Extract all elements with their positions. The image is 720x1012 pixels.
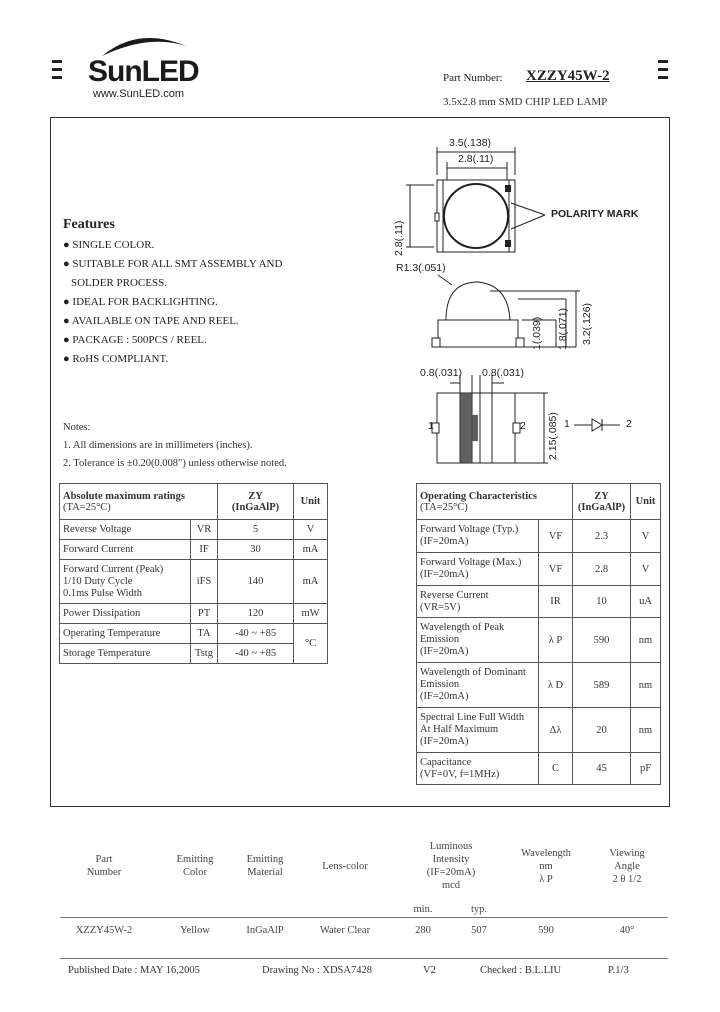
bt-row-part-number: XZZY45W-2 — [75, 925, 133, 936]
symbol-pin2-label: 2 — [626, 418, 632, 430]
bt-header-line: Intensity — [432, 854, 470, 865]
cell-unit: °C — [294, 624, 328, 664]
footer-drawing: Drawing No : XDSA7428 — [262, 965, 372, 976]
cell-value: 140 — [218, 560, 294, 604]
op-title-line2: (TA=25°C) — [420, 501, 468, 513]
cell-value: -40 ~ +85 — [218, 624, 294, 644]
op-col-unit: Unit — [631, 484, 661, 520]
cell-sym: IR — [539, 586, 573, 618]
feature-text: IDEAL FOR BACKLIGHTING. — [72, 296, 218, 308]
cell-param — [417, 618, 539, 663]
bt-row-wavelength: 590 — [538, 925, 554, 936]
abs-title-line1: Absolute maximum ratings — [63, 490, 185, 502]
abs-col-zy-label: ZY — [248, 490, 263, 502]
bt-header-viewing — [596, 847, 658, 886]
table-row — [60, 604, 328, 624]
abs-col-zy — [218, 484, 294, 520]
feature-item: ● SUITABLE FOR ALL SMT ASSEMBLY AND — [63, 258, 283, 270]
bt-divider — [60, 917, 668, 918]
table-row — [60, 520, 328, 540]
cell-unit: mA — [294, 560, 328, 604]
footer-page: P.1/3 — [608, 965, 629, 976]
cell-line: Wavelength of Peak — [420, 622, 505, 633]
cell-sym: TA — [191, 624, 218, 644]
cell-line: Emission — [420, 679, 460, 690]
bt-header-line: Part — [95, 854, 113, 865]
cell-sym: iFS — [191, 560, 218, 604]
bt-header-line: Luminous — [429, 841, 473, 852]
table-row — [417, 553, 661, 586]
cell-line: (VF=0V, f=1MHz) — [420, 768, 500, 780]
header-left-bars — [52, 60, 62, 84]
cell-line: Emission — [420, 634, 460, 645]
bt-header-line: (IF=20mA) — [426, 867, 476, 878]
pin1-label: 1 — [428, 420, 434, 432]
cell-line: (IF=20mA) — [420, 736, 469, 747]
polarity-mark-top-icon — [505, 185, 511, 192]
cell-param: Power Dissipation — [60, 604, 191, 624]
bt-header-line: Viewing — [609, 848, 645, 859]
bt-header-line: λ P — [539, 874, 553, 885]
cell-line: Forward Voltage (Max.) — [420, 557, 522, 568]
part-number-label: Part Number: — [443, 72, 503, 84]
cell-value: 5 — [218, 520, 294, 540]
cell-unit: V — [294, 520, 328, 540]
feature-item: ● AVAILABLE ON TAPE AND REEL. — [63, 315, 239, 327]
bt-header-emitting-material — [235, 853, 295, 879]
cell-line: Reverse Current — [420, 589, 489, 601]
feature-item: ● SINGLE COLOR. — [63, 239, 155, 251]
op-col-zy-sub: (InGaAlP) — [577, 501, 626, 513]
op-table-title — [417, 484, 573, 520]
bt-header-line: Angle — [614, 861, 640, 872]
dim-height-label: 2.8(.11) — [393, 220, 405, 256]
feature-item — [63, 274, 282, 293]
cell-param: Forward Current — [60, 540, 191, 560]
footer-published: Published Date : MAY 16,2005 — [68, 965, 200, 976]
subtitle: 3.5x2.8 mm SMD CHIP LED LAMP — [443, 96, 608, 108]
table-row — [417, 586, 661, 618]
cell-line: (IF=20mA) — [420, 569, 469, 580]
features-list — [63, 236, 282, 369]
feature-text: RoHS COMPLIANT. — [72, 353, 169, 365]
bt-header-wavelength — [510, 847, 582, 886]
abs-max-table — [59, 483, 328, 664]
polarity-mark-bottom-icon — [505, 240, 511, 247]
bt-header-line: Color — [183, 867, 207, 878]
cell-value: 2.8 — [573, 553, 631, 586]
feature-text: SUITABLE FOR ALL SMT ASSEMBLY AND — [72, 258, 283, 270]
pad-right-label: 0.8(.031) — [482, 367, 525, 379]
bt-sub-min: min. — [413, 904, 433, 915]
cell-sym: Δλ — [539, 708, 573, 753]
feature-item: ● RoHS COMPLIANT. — [63, 353, 169, 365]
cell-line: Spectral Line Full Width — [420, 712, 525, 723]
abs-col-zy-sub: (InGaAlP) — [231, 501, 280, 513]
header-right-bars — [658, 60, 668, 84]
pad-height-label: 2.15(.085) — [547, 412, 559, 460]
cell-sym: C — [539, 753, 573, 785]
cell-line: Wavelength of Dominant — [420, 667, 526, 678]
bt-header-line: Emitting — [246, 854, 284, 865]
cell-value: 10 — [573, 586, 631, 618]
cell-param — [417, 553, 539, 586]
table-row — [417, 753, 661, 785]
cell-value: 590 — [573, 618, 631, 663]
cell-sym: VF — [539, 520, 573, 553]
table-row — [60, 540, 328, 560]
op-col-zy-label: ZY — [594, 490, 609, 502]
cell-line: (VR=5V) — [420, 601, 461, 613]
cell-value: 2.3 — [573, 520, 631, 553]
cell-value: 20 — [573, 708, 631, 753]
cell-param — [417, 663, 539, 708]
radius-label: R1.3(.051) — [396, 262, 446, 274]
feature-text: SINGLE COLOR. — [72, 239, 155, 251]
dim-3-2-label: 3.2(.126) — [581, 302, 593, 345]
cell-line: (IF=20mA) — [420, 536, 469, 547]
table-row — [417, 663, 661, 708]
cell-line: (IF=20mA) — [420, 691, 469, 702]
bt-row-lens: Water Clear — [319, 925, 371, 936]
feature-text: AVAILABLE ON TAPE AND REEL. — [71, 315, 239, 327]
dim-1-8-label: 1.8(.071) — [557, 307, 569, 350]
part-number-value: XZZY45W-2 — [526, 68, 610, 84]
table-row — [417, 618, 661, 663]
table-row — [417, 520, 661, 553]
polarity-mark-label: POLARITY MARK — [551, 208, 639, 220]
cell-line: At Half Maximum — [420, 724, 499, 735]
table-row — [60, 644, 328, 664]
feature-item: ● PACKAGE : 500PCS / REEL. — [63, 334, 207, 346]
cell-sym: VF — [539, 553, 573, 586]
bt-row-color: Yellow — [180, 925, 210, 936]
bt-header-line: Material — [247, 867, 283, 878]
cell-param: Storage Temperature — [60, 644, 191, 664]
abs-title-line2: (TA=25°C) — [63, 501, 111, 513]
bt-row-angle: 40° — [619, 925, 635, 936]
op-title-line1: Operating Characteristics — [420, 490, 537, 502]
cell-unit: V — [631, 553, 661, 586]
bt-header-line: Wavelength — [521, 848, 571, 859]
feature-text: PACKAGE : 500PCS / REEL. — [72, 334, 207, 346]
table-row — [60, 624, 328, 644]
cell-unit: mW — [294, 604, 328, 624]
pin2-label: 2 — [520, 420, 526, 432]
note-item: 1. All dimensions are in millimeters (inches). — [63, 440, 253, 451]
footer-checked: Checked : B.L.LIU — [480, 965, 562, 976]
table-row — [417, 708, 661, 753]
logo-text: SunLED — [88, 55, 199, 88]
cell-value: 589 — [573, 663, 631, 708]
footer-version: V2 — [423, 965, 436, 976]
cell-param — [417, 586, 539, 618]
cell-value: 30 — [218, 540, 294, 560]
bt-header-lens-color: Lens-color — [322, 861, 368, 872]
cell-param — [417, 708, 539, 753]
cell-unit: nm — [631, 708, 661, 753]
dim-1-label: 1(.039) — [531, 316, 543, 350]
dim-inner-width-label: 2.8(.11) — [458, 153, 494, 165]
cell-value: 45 — [573, 753, 631, 785]
op-col-zy — [573, 484, 631, 520]
cell-unit: mA — [294, 540, 328, 560]
bt-row-material: InGaAlP — [246, 925, 284, 936]
bt-header-luminous — [413, 840, 489, 892]
cell-unit: nm — [631, 663, 661, 708]
bt-header-part-number — [72, 853, 136, 879]
cell-value: 120 — [218, 604, 294, 624]
bt-row-typ: 507 — [471, 925, 487, 936]
table-row — [60, 560, 328, 604]
note-item: 2. Tolerance is ±0.20(0.008") unless otherwise noted. — [63, 458, 287, 469]
cell-line: Forward Voltage (Typ.) — [420, 524, 519, 535]
cell-unit: uA — [631, 586, 661, 618]
cell-unit: pF — [631, 753, 661, 785]
cell-line: Capacitance — [420, 756, 472, 768]
website-link[interactable]: www.SunLED.com — [93, 88, 185, 100]
op-table-header — [417, 484, 661, 520]
cell-sym: PT — [191, 604, 218, 624]
cell-line: (IF=20mA) — [420, 646, 469, 657]
dim-width-label: 3.5(.138) — [449, 137, 492, 149]
feature-item: ● IDEAL FOR BACKLIGHTING. — [63, 296, 218, 308]
bt-header-line: 2 θ 1/2 — [612, 874, 642, 885]
notes-title: Notes: — [63, 422, 91, 433]
symbol-pin1-label: 1 — [564, 418, 570, 430]
cell-line: 0.1ms Pulse Width — [63, 587, 143, 599]
cell-param — [417, 520, 539, 553]
cell-unit: V — [631, 520, 661, 553]
cell-sym: λ P — [539, 618, 573, 663]
abs-col-unit: Unit — [294, 484, 328, 520]
cell-param — [417, 753, 539, 785]
cell-line: 1/10 Duty Cycle — [63, 575, 133, 587]
abs-table-title — [60, 484, 218, 520]
bt-header-line: Emitting — [176, 854, 214, 865]
bt-header-emitting-color — [165, 853, 225, 879]
logo-arc-icon — [98, 28, 190, 58]
cell-sym: VR — [191, 520, 218, 540]
bt-header-line: nm — [539, 861, 553, 872]
bt-header-line: mcd — [441, 880, 461, 891]
operating-table — [416, 483, 661, 785]
bt-header-line: Number — [86, 867, 122, 878]
cell-sym: λ D — [539, 663, 573, 708]
cell-sym: IF — [191, 540, 218, 560]
cell-unit: nm — [631, 618, 661, 663]
bt-row-min: 280 — [415, 925, 431, 936]
features-title: Features — [63, 217, 115, 232]
abs-table-header — [60, 484, 328, 520]
cell-line: Forward Current (Peak) — [63, 563, 164, 575]
cell-value: -40 ~ +85 — [218, 644, 294, 664]
cell-sym: Tstg — [191, 644, 218, 664]
cell-param: Operating Temperature — [60, 624, 191, 644]
pad-left-label: 0.8(.031) — [420, 367, 463, 379]
footer-divider — [60, 958, 668, 959]
notes — [63, 419, 287, 473]
feature-text: SOLDER PROCESS. — [71, 277, 167, 289]
bt-sub-typ: typ. — [470, 904, 488, 915]
cell-param: Reverse Voltage — [60, 520, 191, 540]
cell-param — [60, 560, 191, 604]
